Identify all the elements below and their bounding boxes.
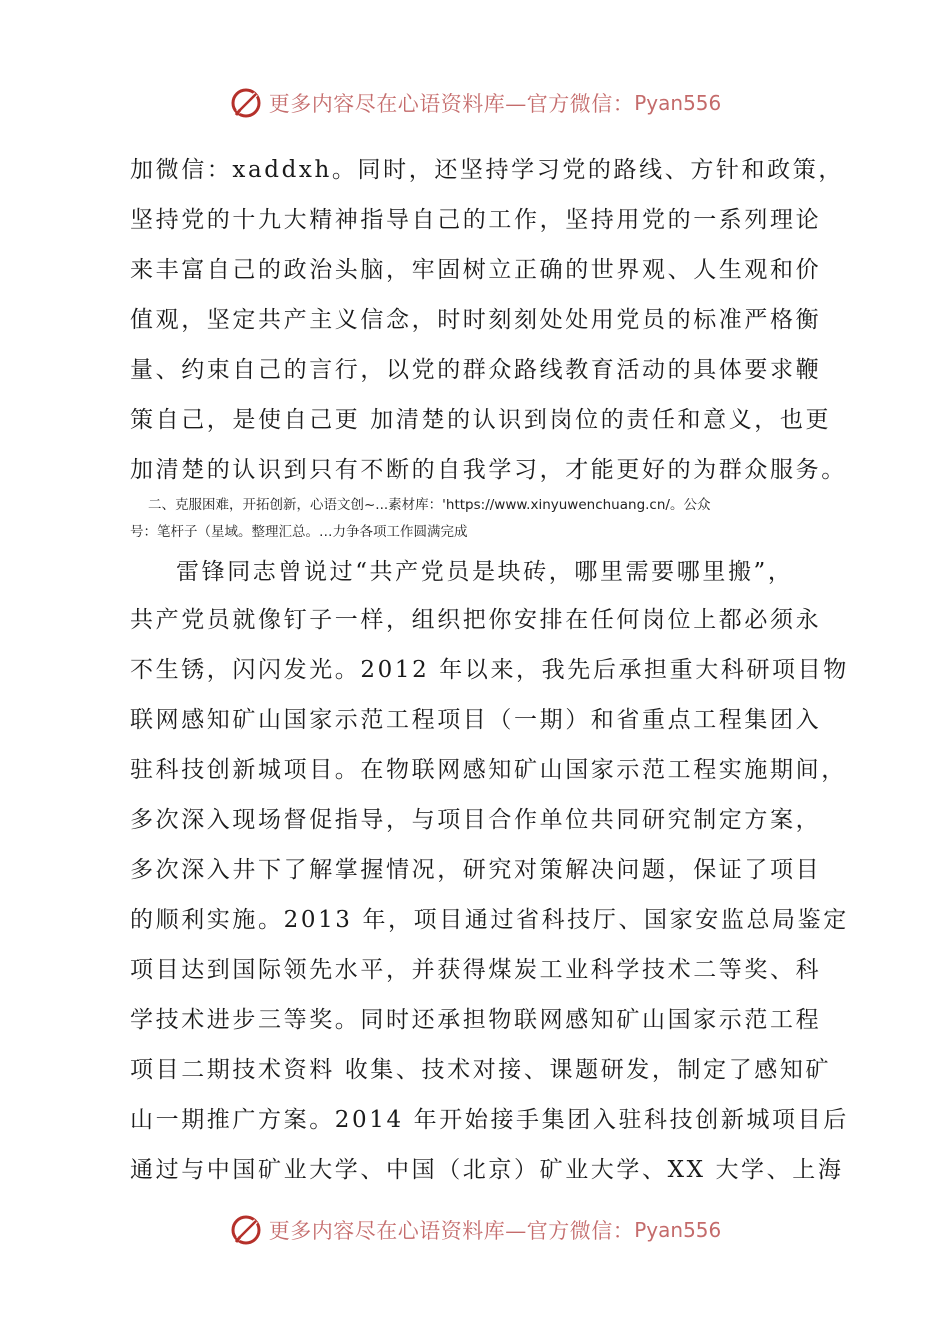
heading-line: 二、克服困难，开拓创新，心语文创~...素材库：'https://www.xinyuwenchuang.cn/。公众 (148, 497, 711, 513)
text-line: 加清楚的认识到只有不断的自我学习，才能更好的为群众服务。 (130, 457, 847, 483)
text-line: 通过与中国矿业大学、中国（北京）矿业大学、XX 大学、上海 (130, 1157, 844, 1183)
wechat-id: Pyan556 (634, 91, 722, 115)
text-line: 值观，坚定共产主义信念，时时刻刻处处用党员的标准严格衡 (130, 307, 822, 333)
text-line: 共产党员就像钉子一样，组织把你安排在任何岗位上都必须永 (130, 607, 822, 633)
text-line: 坚持党的十九大精神指导自己的工作，坚持用党的一系列理论 (130, 207, 822, 233)
text-line: 驻科技创新城项目。在物联网感知矿山国家示范工程实施期间， (130, 757, 847, 783)
banner-text: 更多内容尽在心语资料库—官方微信： (268, 1219, 635, 1243)
banner-text: 更多内容尽在心语资料库—官方微信： (268, 92, 635, 116)
text-line: 多次深入井下了解掌握情况，研究对策解决问题，保证了项目 (130, 857, 822, 883)
text-line: 的顺利实施。2013 年，项目通过省科技厅、国家安监总局鉴定 (130, 907, 849, 933)
text-line: 加微信：xaddxh。同时，还坚持学习党的路线、方针和政策， (130, 157, 844, 183)
heading-line: 号：笔杆子（星域。整理汇总。…力争各项工作圆满完成 (130, 524, 468, 540)
text-line: 来丰富自己的政治头脑，牢固树立正确的世界观、人生观和价 (130, 257, 822, 283)
text-line: 量、约束自己的言行，以党的群众路线教育活动的具体要求鞭 (130, 357, 822, 383)
pen-logo-icon (229, 1213, 263, 1247)
footer-banner (0, 1210, 950, 1250)
text-line: 学技术进步三等奖。同时还承担物联网感知矿山国家示范工程 (130, 1007, 822, 1033)
text-line: 不生锈，闪闪发光。2012 年以来，我先后承担重大科研项目物 (130, 657, 849, 683)
text-line: 山一期推广方案。2014 年开始接手集团入驻科技创新城项目后 (130, 1107, 849, 1133)
text-line: 项目达到国际领先水平，并获得煤炭工业科学技术二等奖、科 (130, 957, 822, 983)
text-line: 雷锋同志曾说过“共产党员是块砖，哪里需要哪里搬”， (176, 559, 794, 585)
wechat-id: Pyan556 (634, 1218, 722, 1242)
text-line: 联网感知矿山国家示范工程项目（一期）和省重点工程集团入 (130, 707, 822, 733)
pen-logo-icon (229, 86, 263, 120)
text-line: 策自己，是使自己更 加清楚的认识到岗位的责任和意义，也更 (130, 407, 832, 433)
text-line: 项目二期技术资料 收集、技术对接、课题研发，制定了感知矿 (130, 1057, 832, 1083)
text-line: 多次深入现场督促指导，与项目合作单位共同研究制定方案， (130, 807, 822, 833)
header-banner (0, 83, 950, 123)
